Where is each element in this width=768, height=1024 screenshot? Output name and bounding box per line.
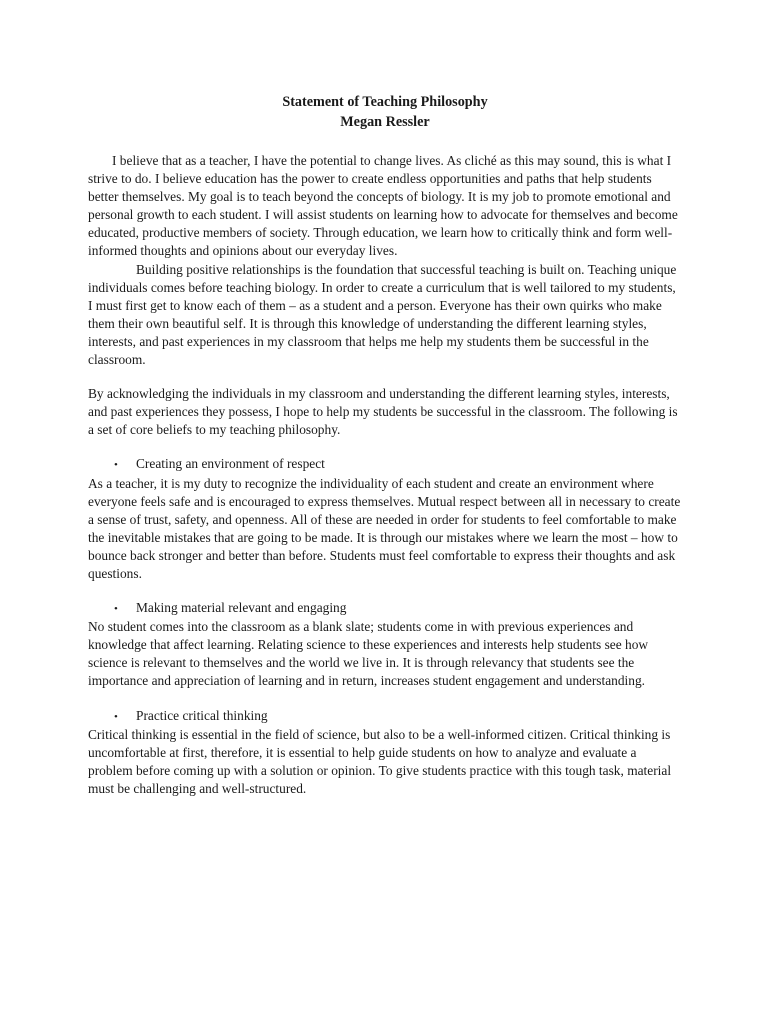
belief-heading: Creating an environment of respect — [136, 456, 325, 472]
belief-heading: Practice critical thinking — [136, 707, 268, 723]
spacer — [88, 691, 682, 707]
belief-body: No student comes into the classroom as a blank slate; students come in with previous experiences and knowledge that affect learning. Relating science to these experiences and interests help students see how science is relevant to themselves and the world we live in. It is through relevancy that students see the importance and appreciation of learning and in return, increases student engagement and understanding. — [88, 619, 649, 689]
title-block — [88, 92, 682, 132]
bullet-icon: • — [114, 459, 118, 472]
document-author: Megan Ressler — [340, 114, 430, 130]
bullet-item — [88, 599, 682, 618]
core-beliefs-intro-paragraph: By acknowledging the individuals in my classroom and understanding the different learning styles, interests, and past experiences they possess, I hope to help my students be successful in the classroom. The following is a set of core beliefs to my teaching philosophy. — [88, 386, 678, 438]
belief-body: As a teacher, it is my duty to recognize the individuality of each student and create an environment where everyone feels safe and is encouraged to express themselves. Mutual respect between all in necessary to create a sense of trust, safety, and openness. All of these are needed in order for students to feel comfortable to make the inevitable mistakes that are going to be made. It is through our mistakes where we learn the most – how to bounce back stronger and better than before. Students must feel comfortable to express their thoughts and ask questions. — [88, 475, 681, 581]
belief-section-relevance — [88, 599, 682, 690]
spacer — [88, 439, 682, 455]
relationships-paragraph: Building positive relationships is the foundation that successful teaching is built on. Teaching unique individuals comes before teaching biology. In order to create a curriculum that is well tailored to my students, I must first get to know each of them – as a student and a person. Everyone has their own quirks who make them their own beautiful self. It is through this knowledge of understanding the different learning styles, interests, and past experiences in my classroom that helps me help my students them be successful in the classroom. — [88, 261, 677, 368]
belief-body: Critical thinking is essential in the field of science, but also to be a well-informed citizen. Critical thinking is uncomfortable at first, therefore, it is essential to help guide students on how to analyze and evaluate a problem before coming up with a solution or opinion. To give students practice with this tough task, material must be challenging and well-structured. — [88, 726, 672, 796]
document-page — [88, 92, 682, 798]
intro-paragraph: I believe that as a teacher, I have the potential to change lives. As cliché as this may sound, this is what I strive to do. I believe education has the power to create endless opportunities and paths that help students better themselves. My goal is to teach beyond the concepts of biology. It is my job to promote emotional and personal growth to each student. I will assist students on learning how to advocate for themselves and become educated, productive members of society. Through education, we learn how to critically think and form well-informed thoughts and opinions about our everyday lives. — [88, 153, 678, 259]
bullet-icon: • — [114, 710, 118, 723]
belief-section-critical-thinking — [88, 707, 682, 798]
bullet-icon: • — [114, 603, 118, 616]
belief-heading: Making material relevant and engaging — [136, 600, 347, 616]
spacer — [88, 583, 682, 599]
spacer — [88, 369, 682, 385]
bullet-item — [88, 455, 682, 474]
bullet-item — [88, 707, 682, 726]
document-title: Statement of Teaching Philosophy — [282, 94, 488, 110]
belief-section-respect — [88, 455, 682, 583]
